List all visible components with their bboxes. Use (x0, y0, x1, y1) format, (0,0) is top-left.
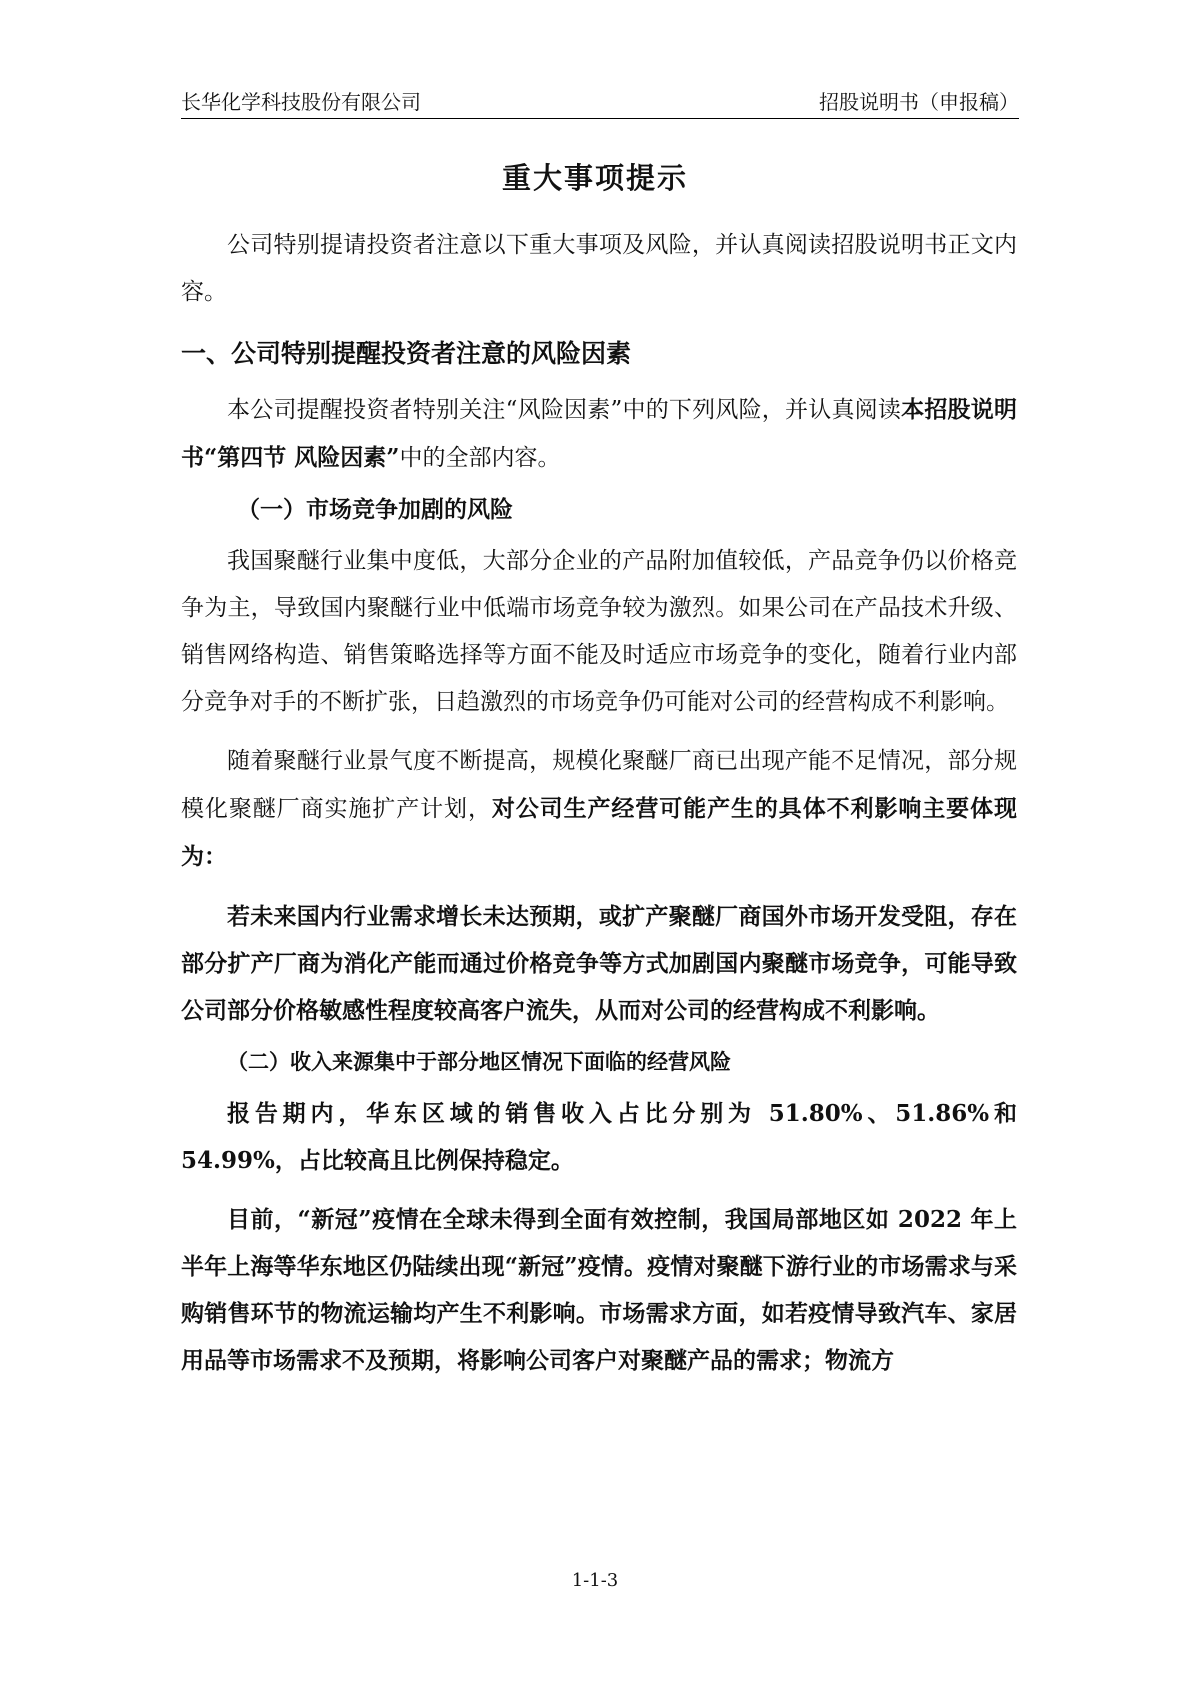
subsection-1-paragraph-3: 若未来国内行业需求增长未达预期，或扩产聚醚厂商国外市场开发受阻，存在部分扩产厂商为消化产能而通过价格竞争等方式加剧国内聚醚市场竞争，可能导致公司部分价格敏感性程度较高客户流失，从而对公司的经营构成不利影响。 (181, 903, 1017, 1024)
page-header (181, 82, 1019, 119)
page-number: 1-1-3 (571, 1570, 619, 1591)
page-title: 重大事项提示 (501, 161, 688, 195)
section-1-heading: 一、公司特别提醒投资者注意的风险因素 (181, 339, 632, 368)
intro-paragraph: 公司特别提请投资者注意以下重大事项及风险，并认真阅读招股说明书正文内容。 (181, 232, 1017, 305)
section-1-text-tail: 中的全部内容。 (399, 445, 561, 471)
subsection-1-paragraph-1: 我国聚醚行业集中度低，大部分企业的产品附加值较低，产品竞争仍以价格竞争为主，导致国内聚醚行业中低端市场竞争较为激烈。如果公司在产品技术升级、销售网络构造、销售策略选择等方面不能及时适应市场竞争的变化，随着行业内部分竞争对手的不断扩张，日趋激烈的市场竞争仍可能对公司的经营构成不利影响。 (181, 548, 1017, 715)
subsection-1-paragraph-2-text: 随着聚醚行业景气度不断提高，规模化聚醚厂商已出现产能不足情况，部分规模化聚醚厂商实施扩产计划， (181, 748, 1017, 822)
subsection-1-paragraph-2-bold: 对公司生产经营可能产生的具体不利影响主要体现为： (181, 795, 1018, 870)
header-document-type: 招股说明书（申报稿） (819, 89, 1019, 114)
subsection-2-heading: （二）收入来源集中于部分地区情况下面临的经营风险 (227, 1049, 731, 1074)
subsection-1-paragraph-2 (181, 738, 1017, 881)
header-company-name: 长华化学科技股份有限公司 (181, 89, 421, 114)
section-1-paragraph (181, 386, 1017, 482)
subsection-2-paragraph-1: 报告期内，华东区域的销售收入占比分别为 51.80%、51.86%和 54.99%，占比较高且比例保持稳定。 (181, 1100, 1017, 1174)
main-content (181, 222, 1017, 1384)
subsection-1-heading: （一）市场竞争加剧的风险 (237, 496, 513, 523)
section-1-text: 本公司提醒投资者特别关注“风险因素”中的下列风险，并认真阅读 (227, 397, 902, 423)
subsection-2-paragraph-2: 目前，“新冠”疫情在全球未得到全面有效控制，我国局部地区如 2022 年上半年上海等华东地区仍陆续出现“新冠”疫情。疫情对聚醚下游行业的市场需求与采购销售环节的物流运输均产生不利影响。市场需求方面，如若疫情导致汽车、家居用品等市场需求不及预期，将影响公司客户对聚醚产品的需求；物流方 (181, 1206, 1017, 1374)
section-1-bold-reference: 本招股说明书“第四节 风险因素” (181, 396, 1017, 471)
